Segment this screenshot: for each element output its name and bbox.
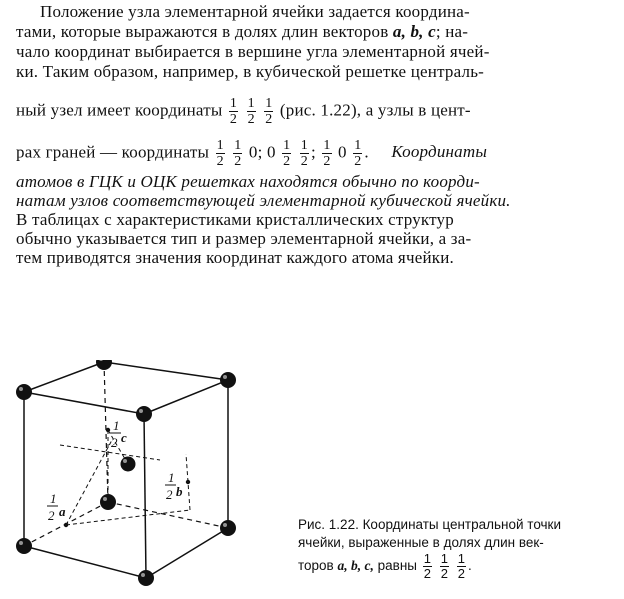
corner-atom: [138, 570, 154, 586]
caption-l2: ячейки, выраженные в долях длин век-: [298, 535, 544, 550]
text-line-9: [16, 210, 454, 230]
label-c-letter: c: [121, 430, 127, 445]
label-c-den: 2: [111, 435, 118, 450]
text-line-3-content: чало координат выбирается в вершине угла элементарной ячей-: [16, 42, 490, 61]
label-c-num: 1: [113, 418, 120, 433]
corner-atom: [16, 384, 32, 400]
fraction-half: $\frac{1}{2}$: [247, 96, 255, 127]
cube-edge: [146, 528, 228, 578]
label-a-letter: a: [59, 504, 66, 519]
figure-caption-line-2: [298, 535, 544, 550]
caption-vectors: a, b, c,: [337, 558, 374, 574]
text-line-6-italic: Координаты: [391, 142, 488, 162]
label-a-num: 1: [50, 491, 57, 506]
text-line-6-semicolon: ;: [311, 142, 316, 162]
fraction-half: $\frac{1}{2}$: [265, 96, 273, 127]
caption-end: .: [468, 558, 472, 574]
corner-atom: [136, 406, 152, 422]
caption-fraction-half: $\frac{1}{2}$: [440, 551, 448, 581]
fraction-half: $\frac{1}{2}$: [323, 138, 331, 169]
construction-line: [66, 510, 190, 525]
caption-l1: Рис. 1.22. Координаты центральной точки: [298, 517, 562, 532]
fraction-half: $\frac{1}{2}$: [234, 138, 242, 169]
text-line-3: [16, 42, 490, 62]
text-line-7-content: атомов в ГЦК и ОЦК решетках находятся обычно по коорди-: [16, 172, 480, 191]
cube-edge: [144, 380, 228, 414]
corner-atom: [96, 360, 112, 370]
figure-caption-line-1: [298, 517, 561, 532]
point-a: [64, 523, 68, 527]
text-line-6: [16, 138, 487, 169]
cubic-cell-figure: [0, 360, 290, 599]
corner-atom: [220, 520, 236, 536]
text-line-10: [16, 229, 471, 249]
label-b-num: 1: [168, 470, 175, 485]
text-line-6a: рах граней — координаты: [16, 142, 210, 162]
text-line-4: [16, 62, 484, 82]
cube-edge: [24, 392, 144, 414]
cube-edge: [24, 546, 146, 578]
text-line-2-end: ; на-: [435, 22, 469, 41]
corner-atom: [100, 494, 116, 510]
cube-edge: [104, 362, 228, 380]
point-b: [186, 480, 190, 484]
text-line-7: [16, 172, 480, 192]
cube-edge: [144, 414, 146, 578]
caption-fraction-half: $\frac{1}{2}$: [457, 551, 465, 581]
corner-atom: [220, 372, 236, 388]
text-line-1: [40, 2, 470, 22]
label-a-den: 2: [48, 508, 55, 523]
text-line-9-content: В таблицах с характеристиками кристаллических структур: [16, 210, 454, 229]
text-line-2-content: тами, которые выражаются в долях длин векторов: [16, 22, 389, 41]
caption-l3b: равны: [377, 558, 417, 574]
caption-fraction-half: $\frac{1}{2}$: [423, 551, 431, 581]
fraction-half: $\frac{1}{2}$: [229, 96, 238, 127]
figure-caption-line-3: [298, 552, 472, 581]
text-line-10-content: обычно указывается тип и размер элементарной ячейки, а за-: [16, 229, 472, 248]
label-b-den: 2: [166, 487, 173, 502]
text-line-5a: ный узел имеет координаты: [16, 100, 223, 120]
label-b-letter: b: [176, 484, 183, 499]
vector-names: a, b, c: [392, 22, 436, 41]
text-line-11: [16, 248, 454, 268]
text-line-6-zero: 0; 0: [248, 142, 276, 162]
central-atom: [121, 457, 136, 472]
fraction-half: $\frac{1}{2}$: [216, 138, 224, 169]
text-line-2: [16, 22, 468, 42]
text-line-4-content: ки. Таким образом, например, в кубической решетке централь-: [16, 62, 485, 81]
fraction-half: $\frac{1}{2}$: [283, 138, 291, 169]
fraction-half: $\frac{1}{2}$: [300, 138, 308, 169]
corner-atom: [16, 538, 32, 554]
text-line-6-dot: .: [364, 142, 369, 162]
text-line-5b: (рис. 1.22), а узлы в цент-: [279, 100, 471, 120]
fraction-half: $\frac{1}{2}$: [354, 138, 362, 169]
text-line-8-content: натам узлов соответствующей элементарной кубической ячейки.: [16, 191, 511, 210]
text-line-11-content: тем приводятся значения координат каждого атома ячейки.: [16, 248, 454, 267]
text-line-6-zero2: 0: [338, 142, 347, 162]
point-c: [106, 428, 110, 432]
text-line-5: [16, 96, 471, 127]
cube-hidden-edge: [108, 502, 228, 528]
cube-edge: [24, 362, 104, 392]
text-line-1-content: Положение узла элементарной ячейки задается координа-: [40, 2, 470, 21]
caption-l3a: торов: [298, 558, 334, 574]
text-line-8: [16, 191, 511, 211]
